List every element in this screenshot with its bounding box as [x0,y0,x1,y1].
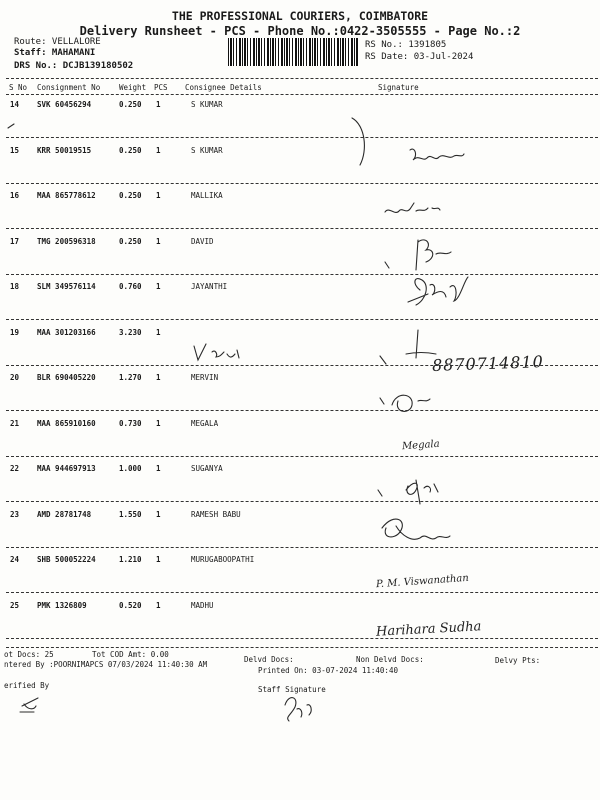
row-pcs: 1 [156,237,161,246]
row-sno: 21 [10,419,20,428]
footer-divider [6,647,598,648]
entered-by: ntered By :POORNIMAPCS 07/03/2024 11:40:30 AM [4,660,208,669]
signature-row-23 [382,519,450,539]
rs-date: RS Date: 03-Jul-2024 [365,52,474,62]
tot-cod-amt: Tot COD Amt: 0.00 [92,650,169,659]
row-weight: 0.730 [119,419,142,428]
company-title: THE PROFESSIONAL COURIERS, COIMBATORE [171,9,429,23]
row-sno: 16 [10,191,20,200]
signature-row-16 [385,203,440,212]
row-consignment: AMD 28781748 [37,510,92,519]
runsheet-subtitle: Delivery Runsheet - PCS - Phone No.:0422-3505555 - Page No.:2 [79,24,521,38]
row-consignment: MAA 865778612 [37,191,96,200]
row-pcs: 1 [156,191,161,200]
row-pcs: 1 [156,328,161,337]
signature-row-14 [352,118,364,165]
row-consignment: SHB 500052224 [37,555,96,564]
row-weight: 1.550 [119,510,142,519]
row-consignee: MURUGABOOPATHI [191,555,255,564]
signature-row-15 [410,149,464,160]
row-consignee: S KUMAR [191,100,223,109]
printed-on: Printed On: 03-07-2024 11:40:40 [258,666,398,675]
row-sno: 17 [10,237,20,246]
row-pcs: 1 [156,419,161,428]
row-consignee: MALLIKA [191,191,223,200]
row-consignee: SUGANYA [191,464,223,473]
row-sno: 19 [10,328,20,337]
row-consignment: MAA 865910160 [37,419,96,428]
row-sno: 14 [10,100,20,109]
signature-row-19-name [194,344,239,360]
row-weight: 0.520 [119,601,142,610]
delvy-pts: Delvy Pts: [495,656,541,665]
row-consignee: DAVID [191,237,214,246]
staff-signature-label: Staff Signature [258,685,326,694]
row-weight: 0.250 [119,237,142,246]
row-consignment: MAA 301203166 [37,328,96,337]
row-consignment: PMK 1326809 [37,601,87,610]
row-pcs: 1 [156,100,161,109]
col-signature: Signature [378,83,419,92]
row19-phone-handwriting: 8870714810 [431,352,545,375]
row-weight: 3.230 [119,328,142,337]
row-weight: 0.250 [119,100,142,109]
row-consignee: MEGALA [191,419,219,428]
tot-docs: ot Docs: 25 [4,650,54,659]
verified-by: erified By [4,681,50,690]
row-consignee: MERVIN [191,373,219,382]
col-consignee: Consignee Details [185,83,262,92]
row-pcs: 1 [156,510,161,519]
row-sno: 22 [10,464,20,473]
col-sno: S No [9,83,28,92]
row-pcs: 1 [156,373,161,382]
row-weight: 1.210 [119,555,142,564]
row-weight: 0.760 [119,282,142,291]
row-pcs: 1 [156,555,161,564]
row-sno: 23 [10,510,20,519]
row-weight: 0.250 [119,146,142,155]
row-consignee: MADHU [191,601,214,610]
row-sno: 24 [10,555,20,564]
row25-signature: Harihara Sudha [375,619,482,640]
row-sno: 25 [10,601,20,610]
non-delvd-docs: Non Delvd Docs: [356,655,424,664]
row-consignment: SVK 60456294 [37,100,92,109]
row-sno: 18 [10,282,20,291]
col-pcs: PCS [154,83,168,92]
row-sno: 20 [10,373,20,382]
row-consignment: BLR 690405220 [37,373,96,382]
row-pcs: 1 [156,146,161,155]
row-consignee: JAYANTHI [191,282,228,291]
col-weight: Weight [119,83,147,92]
row-pcs: 1 [156,601,161,610]
signature-row-20 [392,395,430,411]
row-weight: 0.250 [119,191,142,200]
row-consignment: MAA 944697913 [37,464,96,473]
row-consignment: KRR 50019515 [37,146,92,155]
delvd-docs: Delvd Docs: [244,655,294,664]
signature-row-18 [408,277,468,305]
row-weight: 1.270 [119,373,142,382]
staff-label: Staff: MAHAMANI [14,48,96,58]
rs-number: RS No.: 1391805 [365,40,447,50]
signature-row-17 [416,240,451,270]
row21-signature: Megala [401,438,441,453]
row-consignee: RAMESH BABU [191,510,241,519]
drs-number: DRS No.: DCJB139180502 [14,61,134,71]
row-pcs: 1 [156,282,161,291]
row-consignment: SLM 349576114 [37,282,96,291]
row-consignment: TMG 200596318 [37,237,96,246]
row-weight: 1.000 [119,464,142,473]
staff-signature-mark [285,698,311,721]
verified-mark [20,698,38,712]
signature-row-22 [406,480,438,504]
row-sno: 15 [10,146,20,155]
row-consignee: S KUMAR [191,146,223,155]
row24-signature: P. M. Viswanathan [375,572,470,591]
row-pcs: 1 [156,464,161,473]
route-label: Route: VELLALORE [14,37,101,47]
col-consignment: Consignment No [37,83,101,92]
